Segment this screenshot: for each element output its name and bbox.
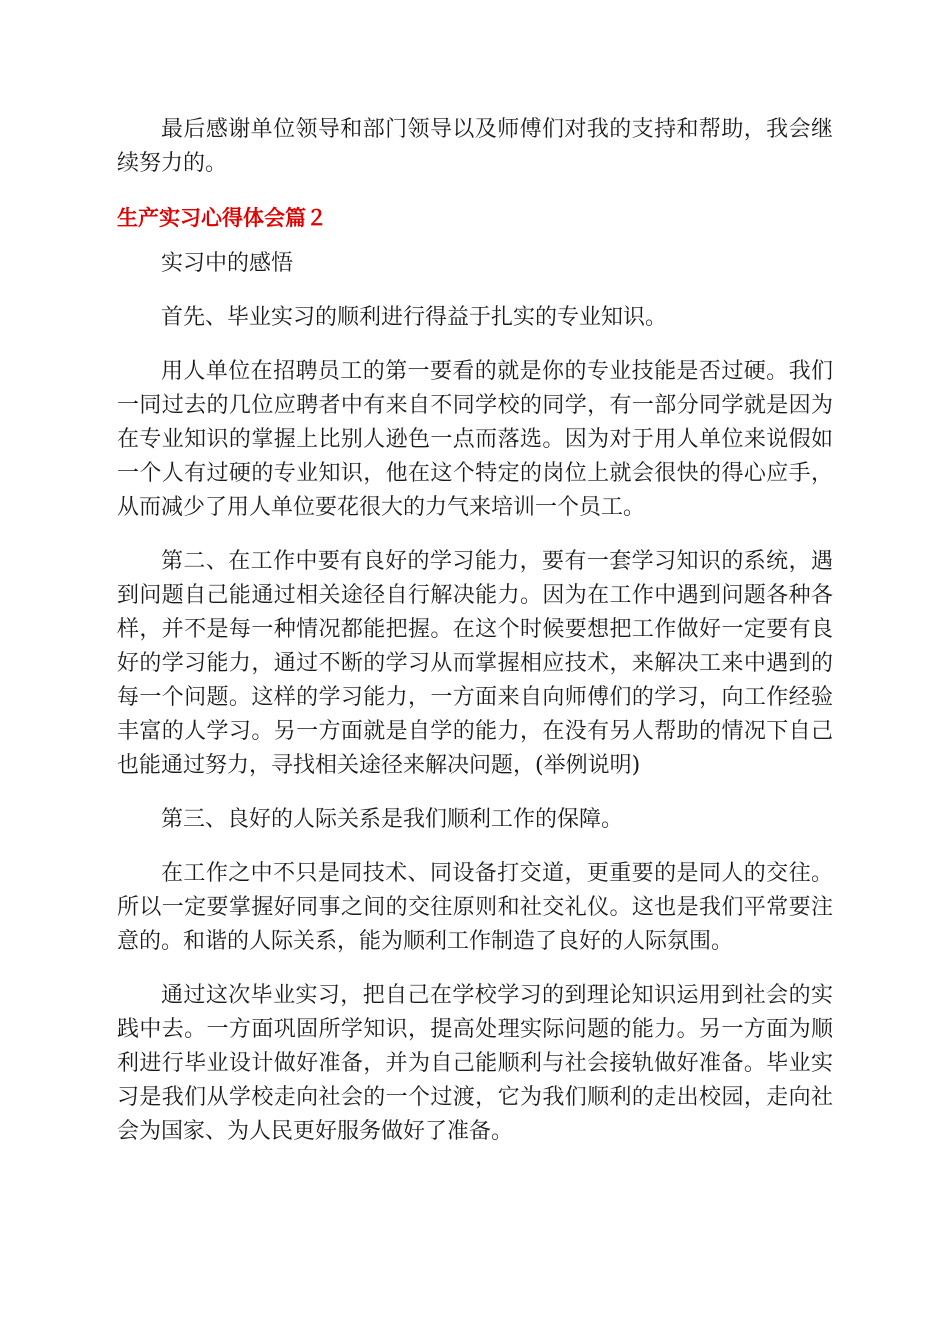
intro-paragraph: 最后感谢单位领导和部门领导以及师傅们对我的支持和帮助，我会继续努力的。	[117, 117, 833, 176]
section-heading: 生产实习心得体会篇２	[117, 206, 327, 230]
paragraph-subtitle: 实习中的感悟	[161, 251, 294, 276]
paragraph-professional-skills: 用人单位在招聘员工的第一要看的就是你的专业技能是否过硬。我们一同过去的几位应聘者中有来自不同学校的同学，有一部分同学就是因为在专业知识的掌握上比别人逊色一点而落选。因为对于用人单位来说假如一个人有过硬的专业知识，他在这个特定的岗位上就会很快的得心应手，从而减少了用人单位要花很大的力气来培训一个员工。	[117, 359, 833, 520]
paragraph-learning-ability: 第二、在工作中要有良好的学习能力，要有一套学习知识的系统，遇到问题自己能通过相关途径自行解决能力。因为在工作中遇到问题各种各样，并不是每一种情况都能把握。在这个时候要想把工作做好一定要有良好的学习能力，通过不断的学习从而掌握相应技术，来解决工来中遇到的每一个问题。这样的学习能力，一方面来自向师傅们的学习，向工作经验丰富的人学习。另一方面就是自学的能力，在没有另人帮助的情况下自己也能通过努力，寻找相关途径来解决问题，(举例说明)	[117, 549, 833, 778]
paragraph-first-point: 首先、毕业实习的顺利进行得益于扎实的专业知识。	[161, 305, 668, 330]
paragraph-conclusion: 通过这次毕业实习，把自己在学校学习的到理论知识运用到社会的实践中去。一方面巩固所学知识，提高处理实际问题的能力。另一方面为顺利进行毕业设计做好准备，并为自己能顺利与社会接轨做好准备。毕业实习是我们从学校走向社会的一个过渡，它为我们顺利的走出校园，走向社会为国家、为人民更好服务做好了准备。	[117, 983, 833, 1144]
paragraph-interpersonal: 在工作之中不只是同技术、同设备打交道，更重要的是同人的交往。所以一定要掌握好同事之间的交往原则和社交礼仪。这也是我们平常要注意的。和谐的人际关系，能为顺利工作制造了良好的人际氛围。	[117, 861, 833, 954]
paragraph-third-point: 第三、良好的人际关系是我们顺利工作的保障。	[161, 807, 624, 832]
document-body	[117, 113, 833, 1169]
